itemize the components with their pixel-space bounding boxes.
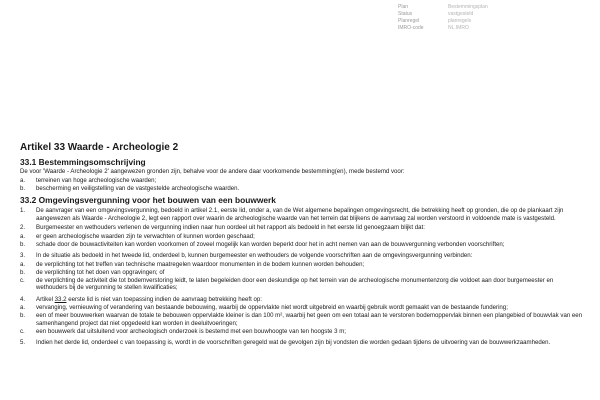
list-marker: c. <box>20 327 25 335</box>
list-text: de verplichting de activiteit die tot bodemverstoring leidt, te laten begeleiden door een deskundige op het terrein van de archeologische monumentenzorg die voldoet aan door burgemeester en wethouders bij de vergunning te stellen kwalificaties; <box>36 276 554 291</box>
list-text: vervanging, vernieuwing of verandering van bestaande bebouwing, waarbij de oppervlakte niet wordt uitgebreid en waarbij gebruik wordt gemaakt van de bestaande fundering; <box>36 304 508 311</box>
numbered-item <box>20 296 586 338</box>
header-row <box>398 25 594 32</box>
list-item <box>20 304 586 312</box>
article-title: Artikel 33 Waarde - Archeologie 2 <box>20 142 179 153</box>
destination-list <box>20 177 586 193</box>
number-marker: 4. <box>20 295 26 303</box>
list-marker: a. <box>20 232 26 240</box>
list-marker: a. <box>20 304 26 311</box>
list-item <box>20 269 586 277</box>
item-text: De aanvrager van een omgevingsvergunning, bedoeld in artikel 2.1, eerste lid, onder a, van de Wet algemene bepalingen omgevingsrecht, die betrekking heeft op gronden, die op de plankaart zijn aangewezen als Waarde - Archeologie 2, legt een rapport over waarin de archeologische waarde van het terrein dat blijkens de aanvraag zal worden verstoord in voldoende mate is vastgesteld. <box>36 207 564 222</box>
header-row <box>398 18 594 25</box>
list-marker: c. <box>20 276 25 284</box>
section-heading-33-1: 33.1 Bestemmingsomschrijving <box>20 157 146 167</box>
article-reference-link[interactable]: 33.2 <box>54 295 67 303</box>
item-text: In de situatie als bedoeld in het tweede lid, onderdeel b, kunnen burgemeester en wethouders de volgende voorschriften aan de omgevingsvergunning verbinden: <box>36 252 473 259</box>
numbered-item <box>20 252 586 294</box>
number-marker: 3. <box>20 252 26 259</box>
permit-rules-list <box>20 207 586 347</box>
list-marker: b. <box>20 312 26 319</box>
list-text: een of meer bouwwerken waarvan de totale te bebouwen oppervlakte kleiner is dan 100 m², waarbij het geen om een totaal aan te verstoren bodemoppervlak binnen een plangebied of bouwvlak van een samenhangend project dat niet opgedeeld kan worden in deeluitvoeringen; <box>36 312 583 327</box>
sub-list <box>20 304 586 335</box>
article-content <box>20 142 586 349</box>
list-marker: a. <box>20 260 26 268</box>
list-marker: b. <box>20 184 26 192</box>
list-text: de verplichting tot het doen van opgravingen; of <box>36 268 165 276</box>
list-item <box>20 177 586 185</box>
header-value: planregels <box>448 18 472 24</box>
list-text: de verplichting tot het treffen van technische maatregelen waardoor monumenten in de bodem kunnen worden behouden; <box>36 260 365 268</box>
item-text: Burgemeester en wethouders verlenen de vergunning indien naar hun oordeel uit het rapport als bedoeld in het eerste lid genoegzaam blijkt dat: <box>36 224 425 231</box>
header-row <box>398 11 594 18</box>
header-value: vastgesteld <box>448 11 474 17</box>
header-label: IMRO-code <box>398 25 424 31</box>
list-text: er geen archeologische waarden zijn te verwachten of kunnen worden geschaad; <box>36 232 255 240</box>
header-label: Plan <box>398 4 409 10</box>
numbered-item <box>20 224 586 250</box>
number-marker: 5. <box>20 339 26 346</box>
sub-list <box>20 261 586 292</box>
header-value: Bestemmingsplan <box>448 4 488 10</box>
list-item <box>20 328 586 336</box>
section-intro: De voor 'Waarde - Archeologie 2' aangewezen gronden zijn, behalve voor de andere daar voorkomende bestemming(en), mede bestemd voor: <box>20 168 405 175</box>
header-label: Planregel <box>398 18 420 24</box>
list-item <box>20 277 586 292</box>
list-item <box>20 261 586 269</box>
list-item <box>20 312 586 327</box>
item-text <box>36 296 586 304</box>
list-text: schade door de bouwactiviteiten kan worden voorkomen of zoveel mogelijk kan worden beperkt door het in acht nemen van aan de bouwvergunning verbonden voorschriften; <box>36 240 505 248</box>
numbered-item <box>20 339 586 347</box>
header-label: Status <box>398 11 413 17</box>
list-text: terreinen van hoge archeologische waarden; <box>36 176 157 184</box>
list-item <box>20 185 586 193</box>
number-marker: 1. <box>20 207 26 214</box>
item-text-post: eerste lid is niet van toepassing indien de aanvraag betrekking heeft op: <box>66 295 262 303</box>
list-text: bescherming en veiligstelling van de vastgestelde archeologische waarden. <box>36 184 240 192</box>
list-item <box>20 233 586 241</box>
item-text: Indien het derde lid, onderdeel c van toepassing is, wordt in de voorschriften geregeld wat de gevolgen zijn bij vondsten die worden gedaan tijdens de uitvoering van de bouwwerkzaamheden. <box>36 339 551 346</box>
list-marker: a. <box>20 176 26 184</box>
list-marker: b. <box>20 240 26 248</box>
header-value: NL.IMRO <box>448 25 469 31</box>
list-text: een bouwwerk dat uitsluitend voor archeologisch onderzoek is bestemd met een bouwhoogte van ten hoogste 3 m; <box>36 327 346 335</box>
number-marker: 2. <box>20 224 26 231</box>
document-metadata-header <box>398 4 594 32</box>
numbered-item <box>20 207 586 222</box>
sub-list <box>20 233 586 249</box>
item-text-pre: Artikel <box>36 295 55 303</box>
list-marker: b. <box>20 268 26 276</box>
section-heading-33-2: 33.2 Omgevingsvergunning voor het bouwen van een bouwwerk <box>20 195 276 205</box>
list-item <box>20 241 586 249</box>
header-row <box>398 4 594 11</box>
